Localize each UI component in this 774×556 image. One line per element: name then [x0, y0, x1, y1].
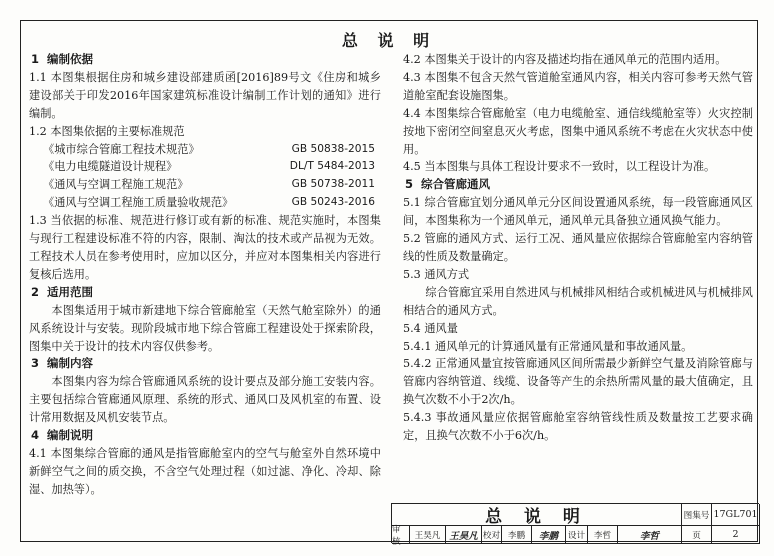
reviewer-signature: 王昊凡 — [446, 526, 482, 544]
paragraph-5-4-1: 5.4.1 通风单元的计算通风量有正常通风量和事故通风量。 — [403, 339, 693, 353]
paragraph-5-2: 5.2 管廊的通风方式、运行工况、通风量应依据综合管廊舱室内容纳管线的性质及数量确定。 — [403, 232, 753, 263]
section-heading-2: 2 适用范围 — [31, 284, 93, 299]
reviewer-name: 王昊凡 — [410, 526, 446, 544]
standard-row: 《城市综合管廊工程技术规范》 GB 50838-2015 — [43, 142, 375, 156]
paragraph-5-1: 5.1 综合管廊宜划分通风单元分区间设置通风系统，每一段管廊通风区间，本图集称为一个通风单元，通风单元具备独立通风换气能力。 — [403, 196, 753, 228]
standard-row: 《通风与空调工程施工质量验收规范》 GB 50243-2016 — [43, 196, 375, 210]
standard-row: 《电力电缆隧道设计规程》 DL/T 5484-2013 — [43, 160, 375, 174]
atlas-number: 17GL701 — [712, 504, 760, 526]
paragraph-5-3: 5.3 通风方式 — [403, 267, 470, 281]
section-heading-1: 1 编制依据 — [31, 52, 93, 66]
title-block-title: 总 说 明 — [392, 504, 682, 526]
section-heading-4: 4 编制说明 — [31, 428, 93, 443]
page-number: 2 — [712, 526, 760, 544]
check-label: 校对 — [482, 526, 502, 544]
checker-name: 李鹏 — [502, 526, 532, 544]
designer-name: 李哲 — [588, 526, 618, 544]
paragraph-3: 本图集内容为综合管廊通风系统的设计要点及部分施工安装内容。主要包括综合管廊通风原理、系统的形式、通风口及风机室的布置、设计常用数据及风机安装节点。 — [29, 375, 381, 425]
title-block — [391, 503, 759, 547]
paragraph-4-5: 4.5 当本图集与具体工程设计要求不一致时，以工程设计为准。 — [403, 160, 716, 174]
paragraph-4-1: 4.1 本图集综合管廊的通风是指管廊舱室内的空气与舱室外自然环境中新鲜空气之间的质交换，不含空气处理过程（如过滤、净化、冷却、除湿、加热等）。 — [29, 446, 381, 496]
left-column — [29, 51, 381, 499]
design-label: 设计 — [566, 526, 588, 544]
paragraph-4-4: 4.4 本图集综合管廊舱室（电力电缆舱室、通信线缆舱室等）火灾控制按地下密闭空间窒息灭火考虑，图集中通风系统不考虑在火灾状态中使用。 — [403, 106, 753, 156]
paragraph-1-1: 1.1 本图集根据住房和城乡建设部建质函[2016]89号文《住房和城乡建设部关于印发2016年国家建筑标准设计编制工作计划的通知》进行编制。 — [29, 70, 381, 120]
paragraph-4-2: 4.2 本图集关于设计的内容及描述均指在通风单元的范围内适用。 — [403, 53, 727, 66]
drawing-frame — [20, 20, 758, 547]
paragraph-1-2: 1.2 本图集依据的主要标准规范 — [29, 124, 185, 138]
standard-row: 《通风与空调工程施工规范》 GB 50738-2011 — [43, 178, 375, 192]
page-title: 总 说 明 — [341, 31, 437, 50]
paragraph-5-4: 5.4 通风量 — [403, 321, 458, 335]
paragraph-5-4-2: 5.4.2 正常通风量宜按管廊通风区间所需最少新鲜空气量及消除管廊与管廊内容纳管道、线缆、设备等产生的余热所需风量的最大值确定，且换气次数不小于2次/h。 — [403, 357, 753, 407]
paragraph-2: 本图集适用于城市新建地下综合管廊舱室（天然气舱室除外）的通风系统设计与安装。现阶段城市地下综合管廊工程建设处于探索阶段，图集中关于设计的技术内容仅供参考。 — [29, 303, 381, 353]
section-heading-3: 3 编制内容 — [31, 356, 93, 371]
paragraph-5-4-3: 5.4.3 事故通风量应依据管廊舱室容纳管线性质及数量按工艺要求确定，且换气次数不小于6次/h。 — [403, 411, 753, 443]
atlas-number-label: 图集号 — [682, 504, 712, 526]
review-label: 审核 — [392, 526, 410, 544]
paragraph-1-3: 1.3 当依据的标准、规范进行修订或有新的标准、规范实施时，本图集与现行工程建设标准不符的内容，限制、淘汰的技术或产品视为无效。工程技术人员在参考使用时，应加以区分，并应对本图集相关内容进行复核后选用。 — [29, 214, 381, 281]
section-heading-5: 5 综合管廊通风 — [405, 177, 490, 192]
paragraph-4-3: 4.3 本图集不包含天然气管道舱室通风内容，相关内容可参考天然气管道舱室配套设施图集。 — [403, 70, 753, 102]
page-label: 页 — [682, 526, 712, 544]
checker-signature: 李鹏 — [532, 526, 566, 544]
paragraph-5-3-text: 综合管廊宜采用自然进风与机械排风相结合或机械进风与机械排风相结合的通风方式。 — [403, 285, 753, 317]
right-column — [403, 51, 753, 445]
designer-signature: 李哲 — [618, 526, 682, 544]
